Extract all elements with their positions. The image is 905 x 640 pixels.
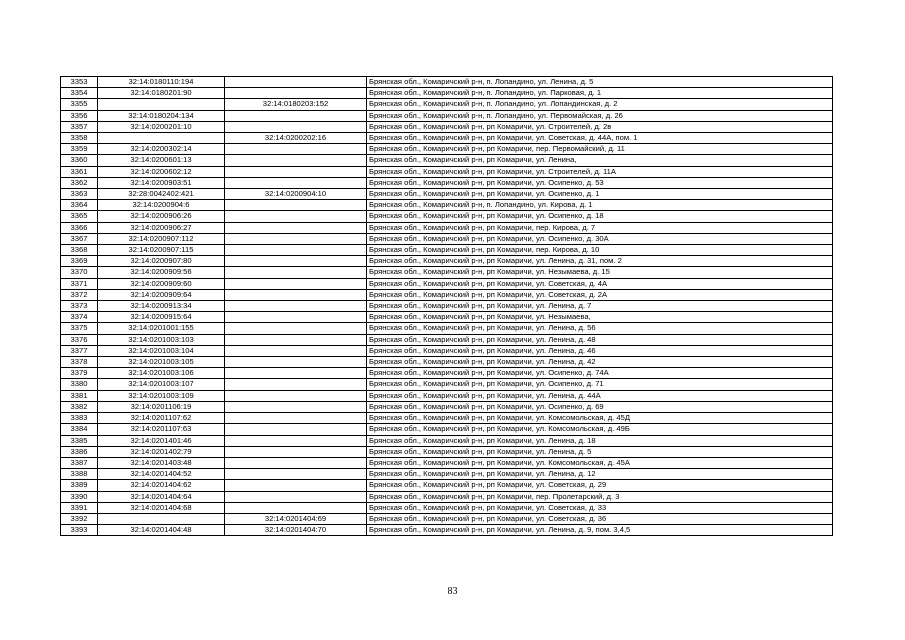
address-cell: Брянская обл., Комаричский р-н, рп Комаричи, ул. Ленина, д. 5 bbox=[367, 446, 833, 457]
table-row bbox=[61, 189, 833, 200]
cadastral-number-cell: 32:14:0200915:64 bbox=[98, 312, 225, 323]
linked-cadastral-number-cell bbox=[225, 177, 367, 188]
row-number-cell: 3369 bbox=[61, 256, 98, 267]
table-row bbox=[61, 155, 833, 166]
row-number-cell: 3386 bbox=[61, 446, 98, 457]
address-cell: Брянская обл., Комаричский р-н, рп Комаричи, ул. Ленина, д. 56 bbox=[367, 323, 833, 334]
row-number-cell: 3390 bbox=[61, 491, 98, 502]
table-row bbox=[61, 211, 833, 222]
address-cell: Брянская обл., Комаричский р-н, рп Комаричи, пер. Пролетарский, д. 3 bbox=[367, 491, 833, 502]
cadastral-number-cell: 32:14:0201107:63 bbox=[98, 424, 225, 435]
cadastral-number-cell: 32:14:0201404:64 bbox=[98, 491, 225, 502]
cadastral-number-cell: 32:14:0200903:51 bbox=[98, 177, 225, 188]
table-row bbox=[61, 357, 833, 368]
table-row bbox=[61, 301, 833, 312]
linked-cadastral-number-cell bbox=[225, 233, 367, 244]
table-row bbox=[61, 144, 833, 155]
table-row bbox=[61, 345, 833, 356]
address-cell: Брянская обл., Комаричский р-н, рп Комаричи, ул. Осипенко, д. 71 bbox=[367, 379, 833, 390]
table-row bbox=[61, 502, 833, 513]
registry-table-body bbox=[61, 77, 833, 536]
address-cell: Брянская обл., Комаричский р-н, рп Комаричи, ул. Советская, д. 33 bbox=[367, 502, 833, 513]
address-cell: Брянская обл., Комаричский р-н, рп Комаричи, ул. Строителей, д. 11А bbox=[367, 166, 833, 177]
address-cell: Брянская обл., Комаричский р-н, рп Комаричи, ул. Осипенко, д. 74А bbox=[367, 368, 833, 379]
row-number-cell: 3382 bbox=[61, 401, 98, 412]
table-row bbox=[61, 289, 833, 300]
linked-cadastral-number-cell bbox=[225, 121, 367, 132]
address-cell: Брянская обл., Комаричский р-н, рп Комаричи, ул. Незымаева, bbox=[367, 312, 833, 323]
linked-cadastral-number-cell bbox=[225, 110, 367, 121]
cadastral-number-cell: 32:14:0201003:106 bbox=[98, 368, 225, 379]
linked-cadastral-number-cell bbox=[225, 278, 367, 289]
row-number-cell: 3353 bbox=[61, 77, 98, 88]
table-row bbox=[61, 480, 833, 491]
cadastral-number-cell: 32:14:0201003:109 bbox=[98, 390, 225, 401]
row-number-cell: 3375 bbox=[61, 323, 98, 334]
row-number-cell: 3381 bbox=[61, 390, 98, 401]
cadastral-number-cell: 32:14:0201404:62 bbox=[98, 480, 225, 491]
linked-cadastral-number-cell bbox=[225, 379, 367, 390]
row-number-cell: 3384 bbox=[61, 424, 98, 435]
linked-cadastral-number-cell bbox=[225, 480, 367, 491]
row-number-cell: 3368 bbox=[61, 245, 98, 256]
linked-cadastral-number-cell: 32:14:0200202:16 bbox=[225, 133, 367, 144]
table-row bbox=[61, 401, 833, 412]
table-row bbox=[61, 110, 833, 121]
row-number-cell: 3355 bbox=[61, 99, 98, 110]
row-number-cell: 3385 bbox=[61, 435, 98, 446]
cadastral-number-cell: 32:14:0200602:12 bbox=[98, 166, 225, 177]
address-cell: Брянская обл., Комаричский р-н, рп Комаричи, ул. Ленина, д. 48 bbox=[367, 334, 833, 345]
linked-cadastral-number-cell bbox=[225, 301, 367, 312]
row-number-cell: 3372 bbox=[61, 289, 98, 300]
row-number-cell: 3354 bbox=[61, 88, 98, 99]
address-cell: Брянская обл., Комаричский р-н, рп Комаричи, ул. Незымаева, д. 15 bbox=[367, 267, 833, 278]
linked-cadastral-number-cell bbox=[225, 502, 367, 513]
table-row bbox=[61, 133, 833, 144]
linked-cadastral-number-cell bbox=[225, 368, 367, 379]
table-row bbox=[61, 525, 833, 536]
cadastral-number-cell: 32:14:0200302:14 bbox=[98, 144, 225, 155]
cadastral-number-cell: 32:28:0042402:421 bbox=[98, 189, 225, 200]
row-number-cell: 3388 bbox=[61, 469, 98, 480]
table-row bbox=[61, 256, 833, 267]
row-number-cell: 3366 bbox=[61, 222, 98, 233]
linked-cadastral-number-cell bbox=[225, 401, 367, 412]
row-number-cell: 3378 bbox=[61, 357, 98, 368]
address-cell: Брянская обл., Комаричский р-н, рп Комаричи, пер. Кирова, д. 10 bbox=[367, 245, 833, 256]
address-cell: Брянская обл., Комаричский р-н, рп Комаричи, ул. Осипенко, д. 53 bbox=[367, 177, 833, 188]
table-row bbox=[61, 413, 833, 424]
linked-cadastral-number-cell: 32:14:0201404:69 bbox=[225, 513, 367, 524]
address-cell: Брянская обл., Комаричский р-н, рп Комаричи, ул. Советская, д. 29 bbox=[367, 480, 833, 491]
row-number-cell: 3383 bbox=[61, 413, 98, 424]
address-cell: Брянская обл., Комаричский р-н, рп Комаричи, ул. Комсомольская, д. 49Б bbox=[367, 424, 833, 435]
table-row bbox=[61, 390, 833, 401]
linked-cadastral-number-cell bbox=[225, 446, 367, 457]
table-row bbox=[61, 513, 833, 524]
row-number-cell: 3387 bbox=[61, 457, 98, 468]
address-cell: Брянская обл., Комаричский р-н, рп Комаричи, пер. Кирова, д. 7 bbox=[367, 222, 833, 233]
address-cell: Брянская обл., Комаричский р-н, рп Комаричи, ул. Ленина, д. 7 bbox=[367, 301, 833, 312]
cadastral-number-cell: 32:14:0201404:52 bbox=[98, 469, 225, 480]
linked-cadastral-number-cell bbox=[225, 77, 367, 88]
address-cell: Брянская обл., Комаричский р-н, рп Комаричи, пер. Первомайский, д. 11 bbox=[367, 144, 833, 155]
row-number-cell: 3356 bbox=[61, 110, 98, 121]
row-number-cell: 3367 bbox=[61, 233, 98, 244]
linked-cadastral-number-cell bbox=[225, 469, 367, 480]
row-number-cell: 3376 bbox=[61, 334, 98, 345]
address-cell: Брянская обл., Комаричский р-н, рп Комаричи, ул. Ленина, д. 46 bbox=[367, 345, 833, 356]
address-cell: Брянская обл., Комаричский р-н, рп Комаричи, ул. Комсомольская, д. 45Д bbox=[367, 413, 833, 424]
address-cell: Брянская обл., Комаричский р-н, рп Комаричи, ул. Советская, д. 2А bbox=[367, 289, 833, 300]
row-number-cell: 3371 bbox=[61, 278, 98, 289]
cadastral-number-cell: 32:14:0201404:68 bbox=[98, 502, 225, 513]
linked-cadastral-number-cell bbox=[225, 200, 367, 211]
linked-cadastral-number-cell bbox=[225, 390, 367, 401]
linked-cadastral-number-cell bbox=[225, 334, 367, 345]
address-cell: Брянская обл., Комаричский р-н, рп Комаричи, ул. Осипенко, д. 18 bbox=[367, 211, 833, 222]
cadastral-number-cell: 32:14:0201403:48 bbox=[98, 457, 225, 468]
cadastral-number-cell: 32:14:0201003:105 bbox=[98, 357, 225, 368]
linked-cadastral-number-cell bbox=[225, 155, 367, 166]
table-row bbox=[61, 177, 833, 188]
row-number-cell: 3360 bbox=[61, 155, 98, 166]
row-number-cell: 3391 bbox=[61, 502, 98, 513]
cadastral-number-cell: 32:14:0200201:10 bbox=[98, 121, 225, 132]
linked-cadastral-number-cell bbox=[225, 88, 367, 99]
address-cell: Брянская обл., Комаричский р-н, рп Комаричи, ул. Строителей, д. 2в bbox=[367, 121, 833, 132]
row-number-cell: 3364 bbox=[61, 200, 98, 211]
address-cell: Брянская обл., Комаричский р-н, рп Комаричи, ул. Советская, д. 36 bbox=[367, 513, 833, 524]
cadastral-number-cell: 32:14:0201404:48 bbox=[98, 525, 225, 536]
table-row bbox=[61, 166, 833, 177]
linked-cadastral-number-cell bbox=[225, 312, 367, 323]
cadastral-number-cell bbox=[98, 513, 225, 524]
address-cell: Брянская обл., Комаричский р-н, рп Комаричи, ул. Ленина, д. 9, пом. 3,4,5 bbox=[367, 525, 833, 536]
linked-cadastral-number-cell: 32:14:0201404:70 bbox=[225, 525, 367, 536]
row-number-cell: 3361 bbox=[61, 166, 98, 177]
table-row bbox=[61, 77, 833, 88]
table-row bbox=[61, 469, 833, 480]
address-cell: Брянская обл., Комаричский р-н, рп Комаричи, ул. Советская, д. 44А, пом. 1 bbox=[367, 133, 833, 144]
address-cell: Брянская обл., Комаричский р-н, рп Комаричи, ул. Ленина, д. 18 bbox=[367, 435, 833, 446]
row-number-cell: 3357 bbox=[61, 121, 98, 132]
address-cell: Брянская обл., Комаричский р-н, рп Комаричи, ул. Ленина, д. 42 bbox=[367, 357, 833, 368]
cadastral-number-cell: 32:14:0201001:155 bbox=[98, 323, 225, 334]
row-number-cell: 3373 bbox=[61, 301, 98, 312]
cadastral-number-cell: 32:14:0200909:60 bbox=[98, 278, 225, 289]
table-row bbox=[61, 99, 833, 110]
address-cell: Брянская обл., Комаричский р-н, п. Лопандино, ул. Первомайская, д. 26 bbox=[367, 110, 833, 121]
table-row bbox=[61, 245, 833, 256]
linked-cadastral-number-cell bbox=[225, 144, 367, 155]
cadastral-number-cell: 32:14:0200601:13 bbox=[98, 155, 225, 166]
table-row bbox=[61, 312, 833, 323]
linked-cadastral-number-cell: 32:14:0180203:152 bbox=[225, 99, 367, 110]
cadastral-number-cell: 32:14:0201003:104 bbox=[98, 345, 225, 356]
row-number-cell: 3380 bbox=[61, 379, 98, 390]
linked-cadastral-number-cell bbox=[225, 245, 367, 256]
row-number-cell: 3393 bbox=[61, 525, 98, 536]
address-cell: Брянская обл., Комаричский р-н, п. Лопандино, ул. Кирова, д. 1 bbox=[367, 200, 833, 211]
address-cell: Брянская обл., Комаричский р-н, рп Комаричи, ул. Ленина, д. 31, пом. 2 bbox=[367, 256, 833, 267]
table-row bbox=[61, 446, 833, 457]
cadastral-number-cell: 32:14:0200904:6 bbox=[98, 200, 225, 211]
cadastral-number-cell: 32:14:0200906:27 bbox=[98, 222, 225, 233]
table-row bbox=[61, 88, 833, 99]
table-row bbox=[61, 379, 833, 390]
table-row bbox=[61, 233, 833, 244]
cadastral-number-cell bbox=[98, 99, 225, 110]
cadastral-number-cell: 32:14:0201003:107 bbox=[98, 379, 225, 390]
address-cell: Брянская обл., Комаричский р-н, рп Комаричи, ул. Ленина, bbox=[367, 155, 833, 166]
linked-cadastral-number-cell bbox=[225, 211, 367, 222]
row-number-cell: 3389 bbox=[61, 480, 98, 491]
registry-table bbox=[60, 76, 833, 536]
cadastral-number-cell: 32:14:0200913:34 bbox=[98, 301, 225, 312]
cadastral-number-cell: 32:14:0200909:56 bbox=[98, 267, 225, 278]
linked-cadastral-number-cell bbox=[225, 323, 367, 334]
address-cell: Брянская обл., Комаричский р-н, рп Комаричи, ул. Ленина, д. 44А bbox=[367, 390, 833, 401]
linked-cadastral-number-cell bbox=[225, 424, 367, 435]
linked-cadastral-number-cell bbox=[225, 166, 367, 177]
row-number-cell: 3362 bbox=[61, 177, 98, 188]
address-cell: Брянская обл., Комаричский р-н, рп Комаричи, ул. Осипенко, д. 30А bbox=[367, 233, 833, 244]
cadastral-number-cell: 32:14:0201401:46 bbox=[98, 435, 225, 446]
linked-cadastral-number-cell bbox=[225, 222, 367, 233]
table-row bbox=[61, 424, 833, 435]
table-row bbox=[61, 368, 833, 379]
cadastral-number-cell: 32:14:0200906:26 bbox=[98, 211, 225, 222]
linked-cadastral-number-cell: 32:14:0200904:10 bbox=[225, 189, 367, 200]
cadastral-number-cell bbox=[98, 133, 225, 144]
row-number-cell: 3359 bbox=[61, 144, 98, 155]
linked-cadastral-number-cell bbox=[225, 435, 367, 446]
cadastral-number-cell: 32:14:0200909:64 bbox=[98, 289, 225, 300]
address-cell: Брянская обл., Комаричский р-н, рп Комаричи, ул. Советская, д. 4А bbox=[367, 278, 833, 289]
table-row bbox=[61, 200, 833, 211]
linked-cadastral-number-cell bbox=[225, 267, 367, 278]
linked-cadastral-number-cell bbox=[225, 345, 367, 356]
page-number: 83 bbox=[447, 586, 458, 597]
cadastral-number-cell: 32:14:0180204:134 bbox=[98, 110, 225, 121]
table-row bbox=[61, 323, 833, 334]
row-number-cell: 3377 bbox=[61, 345, 98, 356]
row-number-cell: 3363 bbox=[61, 189, 98, 200]
linked-cadastral-number-cell bbox=[225, 357, 367, 368]
linked-cadastral-number-cell bbox=[225, 256, 367, 267]
table-row bbox=[61, 121, 833, 132]
table-row bbox=[61, 267, 833, 278]
cadastral-number-cell: 32:14:0201003:103 bbox=[98, 334, 225, 345]
address-cell: Брянская обл., Комаричский р-н, п. Лопандино, ул. Лопандинская, д. 2 bbox=[367, 99, 833, 110]
table-row bbox=[61, 278, 833, 289]
row-number-cell: 3365 bbox=[61, 211, 98, 222]
table-row bbox=[61, 222, 833, 233]
address-cell: Брянская обл., Комаричский р-н, рп Комаричи, ул. Ленина, д. 12 bbox=[367, 469, 833, 480]
cadastral-number-cell: 32:14:0201106:19 bbox=[98, 401, 225, 412]
address-cell: Брянская обл., Комаричский р-н, п. Лопандино, ул. Ленина, д. 5 bbox=[367, 77, 833, 88]
cadastral-number-cell: 32:14:0180110:194 bbox=[98, 77, 225, 88]
address-cell: Брянская обл., Комаричский р-н, рп Комаричи, ул. Комсомольская, д. 45А bbox=[367, 457, 833, 468]
table-row bbox=[61, 491, 833, 502]
row-number-cell: 3370 bbox=[61, 267, 98, 278]
cadastral-number-cell: 32:14:0201107:62 bbox=[98, 413, 225, 424]
cadastral-number-cell: 32:14:0201402:79 bbox=[98, 446, 225, 457]
row-number-cell: 3392 bbox=[61, 513, 98, 524]
linked-cadastral-number-cell bbox=[225, 457, 367, 468]
row-number-cell: 3379 bbox=[61, 368, 98, 379]
table-row bbox=[61, 435, 833, 446]
linked-cadastral-number-cell bbox=[225, 413, 367, 424]
table-row bbox=[61, 334, 833, 345]
address-cell: Брянская обл., Комаричский р-н, рп Комаричи, ул. Осипенко, д. 1 bbox=[367, 189, 833, 200]
row-number-cell: 3358 bbox=[61, 133, 98, 144]
cadastral-number-cell: 32:14:0200907:115 bbox=[98, 245, 225, 256]
linked-cadastral-number-cell bbox=[225, 491, 367, 502]
address-cell: Брянская обл., Комаричский р-н, рп Комаричи, ул. Осипенко, д. 69 bbox=[367, 401, 833, 412]
cadastral-number-cell: 32:14:0180201:90 bbox=[98, 88, 225, 99]
linked-cadastral-number-cell bbox=[225, 289, 367, 300]
cadastral-number-cell: 32:14:0200907:112 bbox=[98, 233, 225, 244]
address-cell: Брянская обл., Комаричский р-н, п. Лопандино, ул. Парковая, д. 1 bbox=[367, 88, 833, 99]
row-number-cell: 3374 bbox=[61, 312, 98, 323]
table-row bbox=[61, 457, 833, 468]
cadastral-number-cell: 32:14:0200907:80 bbox=[98, 256, 225, 267]
